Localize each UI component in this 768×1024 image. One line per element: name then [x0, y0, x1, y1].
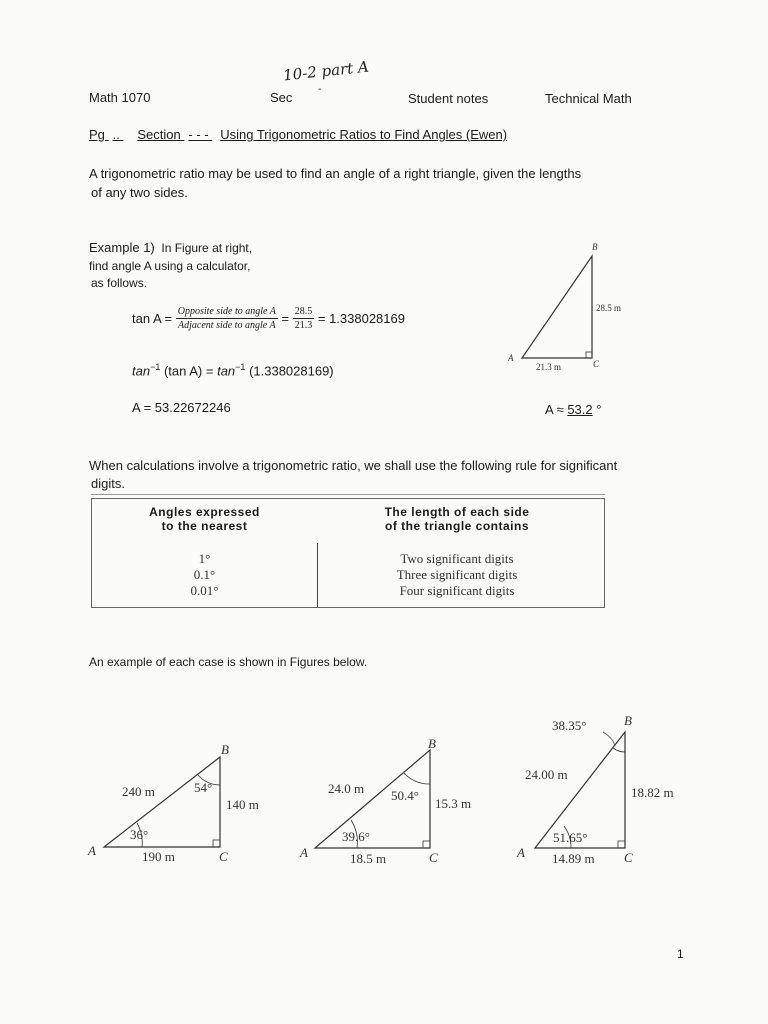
right-angle-marker — [586, 352, 592, 358]
head-left-line-2: to the nearest — [161, 519, 248, 533]
vertex-a: A — [300, 845, 308, 860]
right-angle-marker — [213, 840, 220, 847]
inv-mid: (tan A) = — [163, 363, 214, 379]
side-label: 15.3 m — [435, 796, 472, 811]
inv-sup-1: −1 — [150, 362, 161, 372]
value-denominator: 21.3 — [294, 320, 313, 331]
digits-cell: Three significant digits — [396, 567, 518, 582]
triangle-figure-3 — [505, 710, 690, 870]
inv-tan-2: tan — [217, 363, 236, 379]
answer-prefix: A ≈ — [545, 402, 564, 417]
vertex-c: C — [593, 359, 600, 369]
answer-suffix: ° — [596, 402, 602, 417]
base-label: 18.5 m — [350, 851, 387, 866]
angle-cell: 0.01° — [190, 583, 219, 598]
head-left-line-1: Angles expressed — [149, 505, 260, 519]
tan-result: = 1.338028169 — [317, 311, 405, 326]
hyp-label: 240 m — [122, 784, 155, 799]
ratio-equals: = — [281, 311, 290, 326]
angle-a-label: 36° — [130, 827, 149, 842]
angle-a-label: 51.65° — [553, 830, 588, 845]
example1-text-2: find angle A using a calculator, — [89, 259, 251, 273]
head-right-line-2: of the triangle contains — [384, 519, 529, 533]
vertex-c: C — [219, 849, 228, 864]
base-label: 190 m — [142, 849, 175, 864]
example1-text-3: as follows. — [91, 276, 148, 290]
triangle-outline — [104, 757, 220, 847]
section-blank: - - - — [188, 127, 209, 142]
a-value: A = 53.22672246 — [132, 400, 231, 415]
hyp-label: 24.0 m — [328, 781, 365, 796]
vertex-a: A — [517, 845, 525, 860]
triangle-figure-2 — [285, 730, 490, 870]
vertex-c: C — [429, 850, 438, 865]
value-numerator: 28.5 — [294, 306, 313, 317]
inv-tan-1: tan — [132, 363, 151, 379]
angle-cell: 0.1° — [193, 567, 216, 582]
angle-column — [92, 551, 317, 599]
vertex-a: A — [88, 843, 96, 858]
section-heading — [89, 127, 507, 142]
pointer-line — [603, 732, 615, 746]
section-label: Section — [137, 127, 181, 142]
example1-figure — [500, 240, 640, 375]
vertex-b: B — [221, 742, 229, 757]
table-divider — [317, 543, 318, 607]
example1-heading — [89, 240, 252, 255]
side-ac-label: 21.3 m — [536, 362, 562, 372]
pg-label: Pg — [89, 127, 105, 142]
answer-value: 53.2 — [567, 402, 593, 417]
hyp-label: 24.00 m — [525, 767, 568, 782]
sec-label: Sec — [270, 90, 293, 105]
notes-label: Student notes — [408, 91, 489, 106]
digits-cell: Four significant digits — [399, 583, 515, 598]
answer — [545, 402, 601, 417]
sec-mark: - — [318, 84, 322, 95]
page-number: 1 — [677, 947, 684, 961]
head-right-line-1: The length of each side — [384, 505, 530, 519]
tan-lhs: tan A = — [132, 311, 173, 326]
base-label: 14.89 m — [552, 851, 595, 866]
intro-line-1: A trigonometric ratio may be used to find an angle of a right triangle, given the lengths — [89, 166, 582, 181]
angle-arc-b — [613, 748, 625, 752]
inv-sup-2: −1 — [235, 362, 246, 372]
angle-cell: 1° — [198, 551, 211, 566]
digits-column — [332, 551, 582, 599]
value-fraction — [293, 305, 315, 332]
pg-blank: .. — [112, 127, 120, 142]
angle-b-label: 50.4° — [391, 788, 419, 803]
ratio-denominator: Adjacent side to angle A — [178, 320, 276, 331]
vertex-b: B — [624, 713, 632, 728]
right-angle-marker — [618, 841, 625, 848]
tan-formula — [132, 305, 405, 332]
rule-intro-line-2: digits. — [91, 476, 125, 491]
table-head-right — [332, 505, 582, 533]
course-number: Math 1070 — [89, 90, 151, 105]
digits-cell: Two significant digits — [400, 551, 514, 566]
triangle-outline — [522, 256, 592, 358]
section-title: Using Trigonometric Ratios to Find Angles (Ewen) — [220, 127, 508, 142]
vertex-b: B — [428, 736, 436, 751]
table-head-left — [92, 505, 317, 533]
right-angle-marker — [423, 841, 430, 848]
example-caption: An example of each case is shown in Figures below. — [89, 655, 368, 669]
rule-intro-line-1: When calculations involve a trigonometric ratio, we shall use the following rule for significant — [89, 458, 618, 473]
vertex-b: B — [592, 242, 598, 252]
vertex-c: C — [624, 850, 633, 865]
significant-digits-table — [91, 498, 605, 608]
vertex-a: A — [508, 353, 514, 363]
triangle-figure-1 — [80, 735, 280, 870]
ratio-numerator: Opposite side to angle A — [177, 306, 276, 317]
intro-line-2: of any two sides. — [91, 185, 188, 200]
table-top-rule — [91, 494, 605, 495]
example1-label: Example 1) — [89, 240, 155, 255]
inv-rhs: (1.338028169) — [249, 363, 334, 379]
angle-b-label: 38.35° — [552, 718, 587, 733]
example1-text-1: In Figure at right, — [161, 241, 253, 255]
angle-b-label: 54° — [194, 780, 213, 795]
side-bc-label: 28.5 m — [596, 303, 622, 313]
angle-arc-b — [404, 773, 430, 784]
course-title: Technical Math — [545, 91, 632, 106]
ratio-fraction — [176, 305, 278, 332]
angle-a-label: 39.6° — [342, 829, 370, 844]
inverse-tan-line — [132, 362, 334, 378]
side-label: 18.82 m — [631, 785, 674, 800]
handwritten-note: 10-2 part A — [282, 57, 370, 85]
side-label: 140 m — [226, 797, 259, 812]
